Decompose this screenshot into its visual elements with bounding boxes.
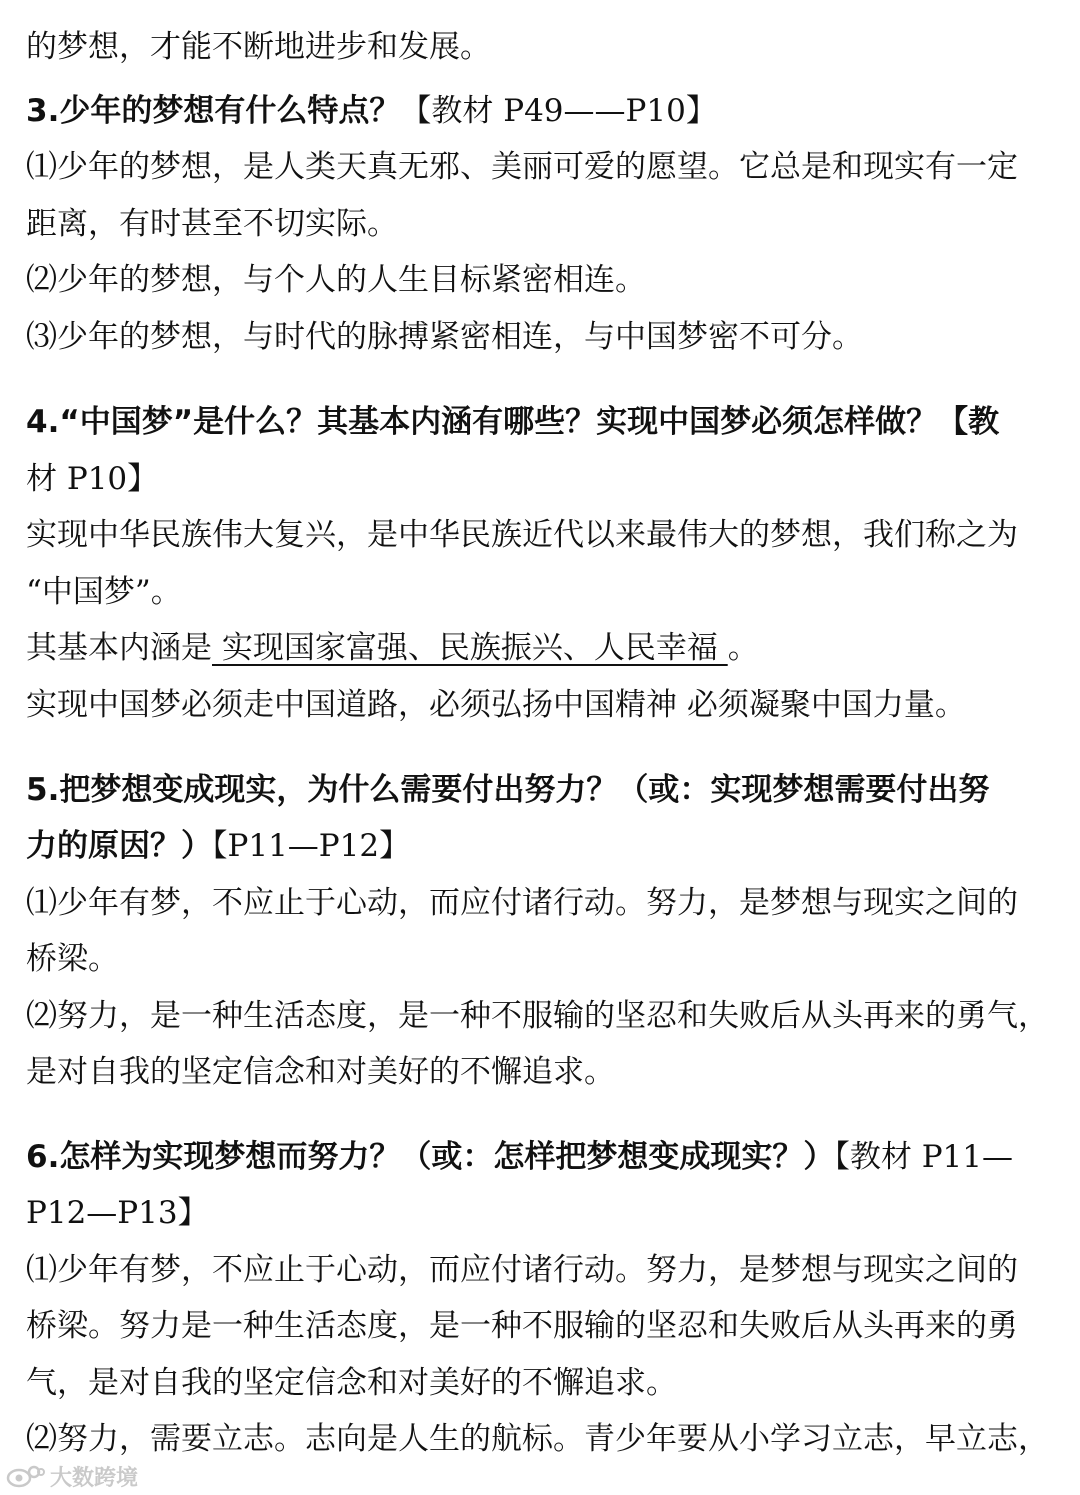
question-5-title-cont: 力的原因？） xyxy=(26,828,212,864)
text-line: ⑵少年的梦想，与个人的人生目标紧密相连。 xyxy=(26,262,646,298)
watermark-text: 大数跨境 xyxy=(50,1465,139,1491)
question-5-heading-cont xyxy=(26,826,410,866)
text-line: 桥梁。 xyxy=(26,941,119,977)
connotation-suffix: 。 xyxy=(727,630,759,666)
question-6-heading-cont xyxy=(26,1193,209,1233)
watermark xyxy=(6,1462,138,1490)
text-line: 实现中华民族伟大复兴，是中华民族近代以来最伟大的梦想，我们称之为 xyxy=(26,517,1018,553)
question-3-reference: 【教材 P49——P10】 xyxy=(400,93,717,129)
text-line: 桥梁。努力是一种生活态度，是一种不服输的坚忍和失败后从头再来的勇 xyxy=(26,1308,1018,1344)
question-4-reference: 材 P10】 xyxy=(26,461,159,497)
text-line: ⑵努力，需要立志。志向是人生的航标。青少年要从小学习立志，早立志， xyxy=(26,1421,1049,1457)
text-line: “中国梦”。 xyxy=(26,574,182,610)
question-3-title: 3.少年的梦想有什么特点？ xyxy=(26,93,401,129)
question-4-heading-cont xyxy=(26,459,158,499)
text-line: ⑴少年有梦，不应止于心动，而应付诸行动。努力，是梦想与现实之间的 xyxy=(26,885,1018,921)
text-line: ⑴少年的梦想，是人类天真无邪、美丽可爱的愿望。它总是和现实有一定 xyxy=(26,149,1018,185)
text-line: 实现中国梦必须走中国道路，必须弘扬中国精神 必须凝聚中国力量。 xyxy=(26,687,966,723)
question-6-reference-cont: P12—P13】 xyxy=(26,1195,209,1231)
text-line: ⑴少年有梦，不应止于心动，而应付诸行动。努力，是梦想与现实之间的 xyxy=(26,1252,1018,1288)
text-line: 是对自我的坚定信念和对美好的不懈追求。 xyxy=(26,1054,615,1090)
question-6-reference: 【教材 P11— xyxy=(834,1139,1014,1175)
connotation-prefix: 其基本内涵是 xyxy=(26,630,212,666)
text-line: 距离，有时甚至不切实际。 xyxy=(26,206,398,242)
text-line: ⑵努力，是一种生活态度，是一种不服输的坚忍和失败后从头再来的勇气， xyxy=(26,998,1049,1034)
question-5-heading: 5.把梦想变成现实，为什么需要付出努力？（或：实现梦想需要付出努 xyxy=(26,772,990,808)
question-4-heading: 4.“中国梦”是什么？其基本内涵有哪些？实现中国梦必须怎样做？【教 xyxy=(26,404,1000,440)
text-line: 的梦想，才能不断地进步和发展。 xyxy=(26,29,491,65)
weibo-eye-logo-icon xyxy=(6,1464,46,1488)
question-6-heading xyxy=(26,1137,1013,1177)
question-3-heading xyxy=(26,91,717,131)
question-5-reference: 【P11—P12】 xyxy=(212,828,411,864)
question-6-title: 6.怎样为实现梦想而努力？（或：怎样把梦想变成现实？） xyxy=(26,1139,835,1175)
text-line: 气，是对自我的坚定信念和对美好的不懈追求。 xyxy=(26,1365,677,1401)
text-line-connotation xyxy=(26,628,759,668)
connotation-underlined-answer: 实现国家富强、民族振兴、人民幸福 xyxy=(212,630,728,666)
text-line: ⑶少年的梦想，与时代的脉搏紧密相连，与中国梦密不可分。 xyxy=(26,319,863,355)
